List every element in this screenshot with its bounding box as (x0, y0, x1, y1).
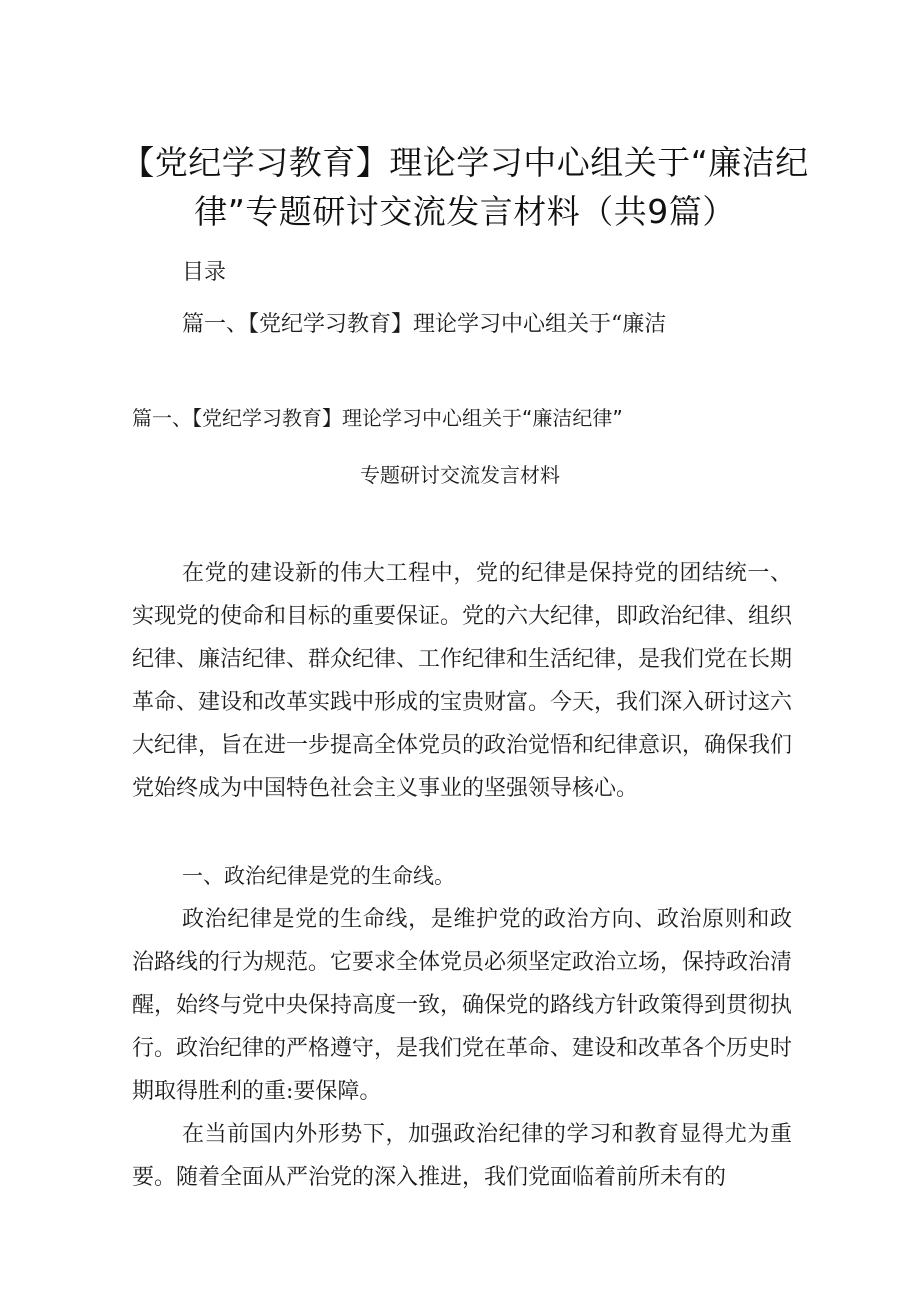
section-title-line1: 篇一、【党纪学习教育】理论学习中心组关于“廉洁纪律” (132, 406, 623, 430)
paragraph-intro: 在党的建设新的伟大工程中，党的纪律是保持党的团结统一、实现党的使命和目标的重要保证。党的六大纪律，即政治纪律、组织纪律、廉洁纪律、群众纪律、工作纪律和生活纪律，是我们党在长期革命、建设和改革实践中形成的宝贵财富。今天，我们深入研讨这六大纪律，旨在进一步提高全体党员的政治觉悟和纪律意识，确保我们党始终成为中国特色社会主义事业的坚强领导核心。 (132, 561, 793, 801)
subheading-political-discipline: 一、政治纪律是党的生命线。 (182, 864, 455, 888)
paragraph-current-situation: 在当前国内外形势下，加强政治纪律的学习和教育显得尤为重要。随着全面从严治党的深入推进，我们党面临着前所未有的 (132, 1122, 792, 1190)
section-title-line2: 专题研讨交流发言材料 (360, 463, 560, 487)
document-title: 【党纪学习教育】理论学习中心组关于“廉洁纪律”专题研讨交流发言材料（共9篇） (121, 143, 809, 231)
paragraph-political-discipline: 政治纪律是党的生命线，是维护党的政治方向、政治原则和政治路线的行为规范。它要求全体党员必须坚定政治立场，保持政治清醒，始终与党中央保持高度一致，确保党的路线方针政策得到贯彻执行。政治纪律的严格遵守，是我们党在革命、建设和改革各个历史时期取得胜利的重:要保障。 (132, 907, 793, 1104)
toc-item[interactable]: 篇一、【党纪学习教育】理论学习中心组关于“廉洁 (182, 312, 667, 337)
toc-heading: 目录 (182, 260, 227, 285)
